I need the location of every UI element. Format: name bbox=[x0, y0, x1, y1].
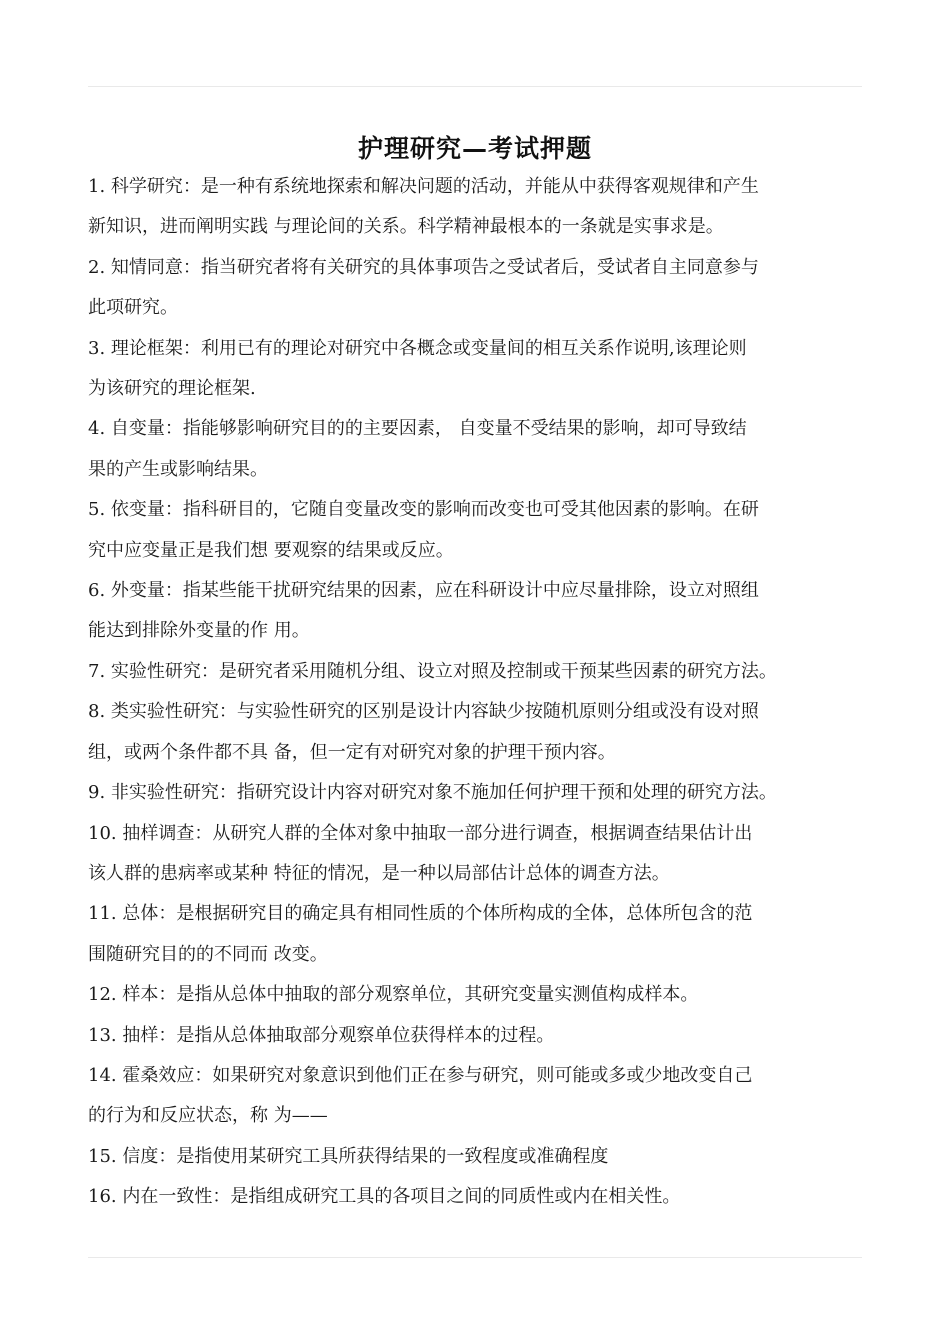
text-line: 究中应变量正是我们想 要观察的结果或反应。 bbox=[88, 539, 454, 561]
text-line: 16. 内在一致性：是指组成研究工具的各项目之间的同质性或内在相关性。 bbox=[88, 1186, 681, 1208]
text-line: 8. 类实验性研究：与实验性研究的区别是设计内容缺少按随机原则分组或没有设对照 bbox=[88, 701, 759, 723]
text-line: 15. 信度：是指使用某研究工具所获得结果的一致程度或准确程度 bbox=[88, 1145, 609, 1167]
definition-item-8 bbox=[88, 692, 868, 773]
text-line: 新知识，进而阐明实践 与理论间的关系。科学精神最根本的一条就是实事求是。 bbox=[88, 216, 724, 238]
text-line: 能达到排除外变量的作 用。 bbox=[88, 620, 310, 642]
definition-item-14 bbox=[88, 1056, 868, 1137]
definition-item-2 bbox=[88, 248, 868, 329]
document-body bbox=[88, 167, 868, 1218]
text-line: 1. 科学研究：是一种有系统地探索和解决问题的活动，并能从中获得客观规律和产生 bbox=[88, 176, 759, 197]
text-line: 11. 总体：是根据研究目的确定具有相同性质的个体所构成的全体，总体所包含的范 bbox=[88, 903, 753, 925]
text-line: 3. 理论框架：利用已有的理论对研究中各概念或变量间的相互关系作说明,该理论则 bbox=[88, 337, 747, 359]
definition-item-3 bbox=[88, 329, 868, 410]
text-line: 为该研究的理论框架. bbox=[88, 378, 256, 400]
definition-item-15 bbox=[88, 1137, 868, 1177]
text-line: 9. 非实验性研究：指研究设计内容对研究对象不施加任何护理干预和处理的研究方法。 bbox=[88, 782, 777, 804]
definition-item-4 bbox=[88, 409, 868, 490]
text-line: 6. 外变量：指某些能干扰研究结果的因素，应在科研设计中应尽量排除，设立对照组 bbox=[88, 580, 759, 602]
text-line: 4. 自变量：指能够影响研究目的的主要因素， 自变量不受结果的影响，却可导致结 bbox=[88, 418, 747, 440]
text-line: 的行为和反应状态，称 为—— bbox=[88, 1105, 328, 1127]
text-line: 此项研究。 bbox=[88, 297, 178, 319]
text-line: 该人群的患病率或某种 特征的情况，是一种以局部估计总体的调查方法。 bbox=[88, 862, 670, 884]
bottom-divider bbox=[88, 1257, 862, 1258]
text-line: 10. 抽样调查：从研究人群的全体对象中抽取一部分进行调查，根据调查结果估计出 bbox=[88, 822, 753, 844]
text-line: 2. 知情同意：指当研究者将有关研究的具体事项告之受试者后，受试者自主同意参与 bbox=[88, 256, 759, 278]
page-title: 护理研究—考试押题 bbox=[357, 133, 592, 163]
definition-item-10 bbox=[88, 814, 868, 895]
definition-item-5 bbox=[88, 490, 868, 571]
text-line: 5. 依变量：指科研目的，它随自变量改变的影响而改变也可受其他因素的影响。在研 bbox=[88, 499, 759, 521]
text-line: 果的产生或影响结果。 bbox=[88, 458, 268, 480]
text-line: 14. 霍桑效应：如果研究对象意识到他们正在参与研究，则可能或多或少地改变自己 bbox=[88, 1064, 753, 1086]
definition-item-16 bbox=[88, 1177, 868, 1217]
definition-item-12 bbox=[88, 975, 868, 1015]
definition-item-9 bbox=[88, 773, 868, 813]
text-line: 13. 抽样：是指从总体抽取部分观察单位获得样本的过程。 bbox=[88, 1024, 555, 1046]
text-line: 12. 样本：是指从总体中抽取的部分观察单位，其研究变量实测值构成样本。 bbox=[88, 984, 699, 1006]
text-line: 组，或两个条件都不具 备，但一定有对研究对象的护理干预内容。 bbox=[88, 741, 616, 763]
text-line: 7. 实验性研究：是研究者采用随机分组、设立对照及控制或干预某些因素的研究方法。 bbox=[88, 660, 777, 682]
top-divider bbox=[88, 86, 862, 87]
definition-item-13 bbox=[88, 1016, 868, 1056]
text-line: 围随研究目的的不同而 改变。 bbox=[88, 943, 328, 965]
definition-item-6 bbox=[88, 571, 868, 652]
definition-item-1 bbox=[88, 167, 868, 248]
definition-item-7 bbox=[88, 652, 868, 692]
definition-item-11 bbox=[88, 894, 868, 975]
